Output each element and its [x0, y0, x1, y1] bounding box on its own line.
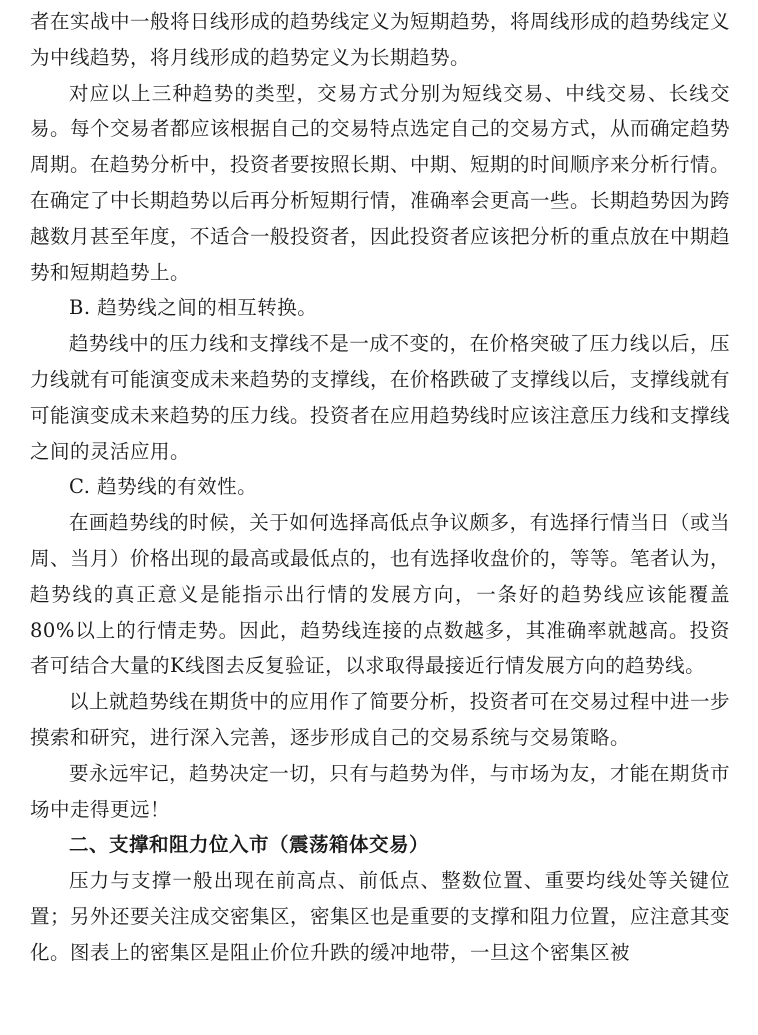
paragraph-trend-definitions: 者在实战中一般将日线形成的趋势线定义为短期趋势，将周线形成的趋势线定义为中线趋势，将月线形成的趋势定义为长期趋势。 [30, 10, 731, 69]
paragraph-support-resistance-switch: 趋势线中的压力线和支撑线不是一成不变的，在价格突破了压力线以后，压力线就有可能演变成未来趋势的支撑线，在价格跌破了支撑线以后，支撑线就有可能演变成未来趋势的压力线。投资者在应用趋势线时应该注意压力线和支撑线之间的灵活应用。 [30, 332, 731, 463]
paragraph-drawing-trendlines: 在画趋势线的时候，关于如何选择高低点争议颇多，有选择行情当日（或当周、当月）价格出现的最高或最低点的，也有选择收盘价的，等等。笔者认为，趋势线的真正意义是能指示出行情的发展方向，一条好的趋势线应该能覆盖80%以上的行情走势。因此，趋势线连接的点数越多，其准确率就越高。投资者可结合大量的K线图去反复验证，以求取得最接近行情发展方向的趋势线。 [30, 511, 731, 678]
section-heading: 二、支撑和阻力位入市（震荡箱体交易） [69, 833, 430, 857]
subheading-trendline-validity: C. 趋势线的有效性。 [69, 475, 258, 499]
paragraph-summary: 以上就趋势线在期货中的应用作了简要分析，投资者可在交易过程中进一步摸索和研究，进行深入完善，逐步形成自己的交易系统与交易策略。 [30, 690, 730, 749]
paragraph-pressure-support: 压力与支撑一般出现在前高点、前低点、整数位置、重要均线处等关键位置；另外还要关注成交密集区，密集区也是重要的支撑和阻力位置，应注意其变化。图表上的密集区是阻止价位升跌的缓冲地带，一旦这个密集区被 [30, 869, 731, 964]
paragraph-trading-styles: 对应以上三种趋势的类型，交易方式分别为短线交易、中线交易、长线交易。每个交易者都应该根据自己的交易特点选定自己的交易方式，从而确定趋势周期。在趋势分析中，投资者要按照长期、中期、短期的时间顺序来分析行情。在确定了中长期趋势以后再分析短期行情，准确率会更高一些。长期趋势因为跨越数月甚至年度，不适合一般投资者，因此投资者应该把分析的重点放在中期趋势和短期趋势上。 [30, 81, 731, 284]
paragraph-remember-trend: 要永远牢记，趋势决定一切，只有与趋势为伴，与市场为友，才能在期货市场中走得更远！ [30, 761, 730, 821]
document-page [30, 4, 730, 971]
subheading-trendline-conversion: B. 趋势线之间的相互转换。 [69, 296, 318, 320]
